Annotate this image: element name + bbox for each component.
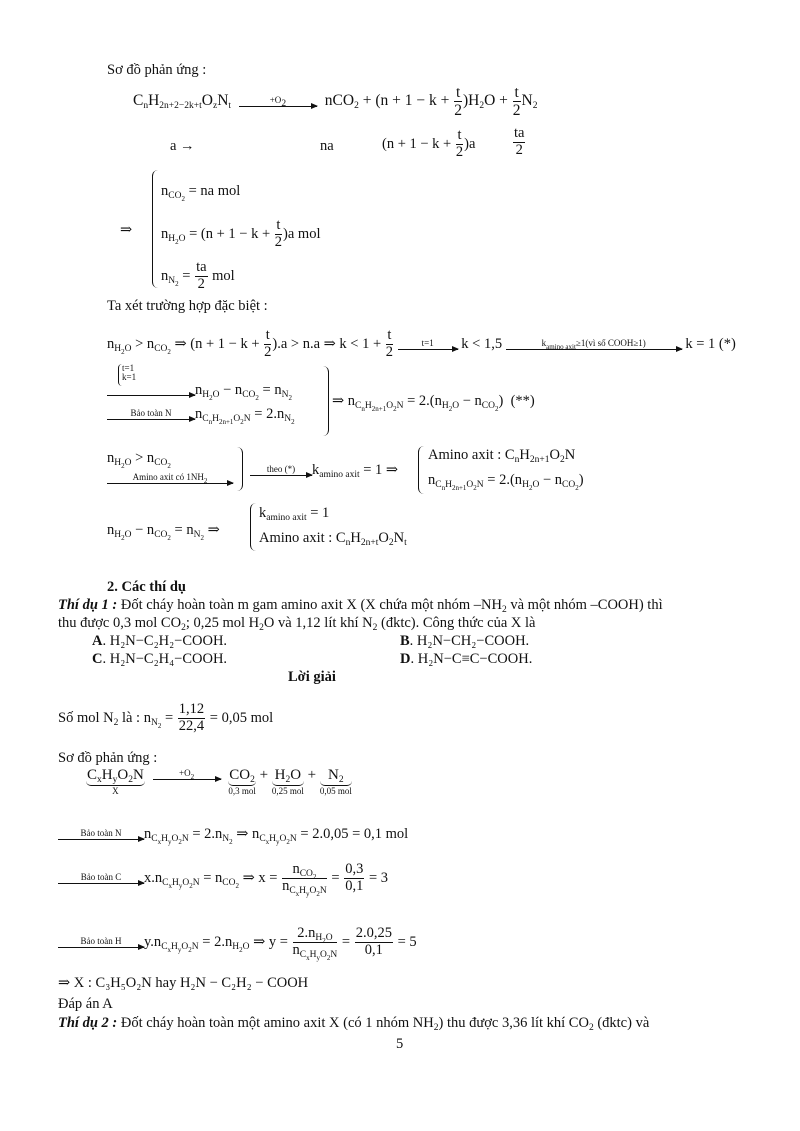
amount-n2: $\frac{ta}{2}$ [514,125,525,158]
ex1-line2: thu được 0,3 mol $CO_2$; 0,25 mol $H_2O$ và 1,12 lít khí $N_2$ (đktc). Công thức của X là [58,615,536,633]
amount-a: a → [170,138,195,154]
system-line-h2o: $n_{H_2O} = (n + 1 - k$ + $\frac{t}{2}$ )a mol [161,217,321,250]
implies-arrow: ⇒ [120,222,133,238]
intro-label: Sơ đồ phản ứng : [107,62,207,78]
amount-na: na [320,138,334,154]
page-number: 5 [396,1036,404,1052]
system-brace-3 [250,503,257,551]
sol-bao-toan-c: Bảo toàn C $x.n_{C_xH_yO_2N} = n_{CO_2}$ ⇒ x = $\frac{n_{CO_2}}{n_{C_xH_yO_2N}}$ = $\frac{0,3}{0,1}$ = 3 [58,862,388,895]
line-n2-equality: $n_{H_2O} - n_{CO_2} = n_{N_2}$ [107,382,292,399]
line-bao-toan-n: Bảo toàn N $n_{C_nH_{2n+1}O_2N} = 2.n_{N_2}$ [107,406,295,423]
system-brace [152,170,159,288]
sol-answer: Đáp án A [58,996,113,1012]
option-a[interactable]: A. H₂N−C₂H₂−COOH. [92,633,228,649]
sol-bao-toan-h: Bảo toàn H $y.n_{C_xH_yO_2N} = 2.n_{H_2O}$ ⇒ y = $\frac{2.n_{H_2O}}{n_{C_xH_yO_2N}}$ = $\frac{2.0,25}{0,1}$ = 5 [58,926,417,959]
sol-mol-n2: Số mol $N_2$ là : $n_{N_2}$ = $\frac{1,12}{22,4}$ = 0,05 mol [58,701,274,734]
right-brace-1 [322,366,329,436]
ex2-line: Thí dụ 2 : Đốt cháy hoàn toàn một amino axit X (có 1 nhóm $NH_2$) thu được 3,36 lít khí $CO_2$ (đktc) và [58,1015,650,1033]
option-d[interactable]: D. H₂N−C≡C−COOH. [400,651,533,667]
amino-mol: $n_{C_nH_{2n+1}O_2N} = 2.(n_{H_2O} - n_{CO_2})$ [428,472,584,492]
o2-arrow: $+O_2$ [239,96,317,107]
sol-scheme-label: Sơ đồ phản ứng : [58,750,158,766]
sol-bao-toan-n: Bảo toàn N $n_{C_xH_yO_2N} = 2.n_{N_2}$ ⇒ $n_{C_xH_yO_2N} = 2.0,05 = 0,1$ mol [58,826,408,843]
theo-result: theo (*) $k_{amino axit} = 1$ ⇒ [250,462,398,479]
system-line-n2: $n_{N_2}$ = $\frac{ta}{2}$ mol [161,259,235,292]
double-star-eq: ⇒ $n_{C_nH_{2n+1}O_2N} = 2.(n_{H_2O} - n_{CO_2})$ (**) [332,393,535,413]
amino-general: Amino axit : $C_nH_{2n+t}O_2N_t$ [259,530,407,548]
sol-final: ⇒ X : C₃H₅O₂N hay H₂N − C₂H₂ − COOH [58,975,309,991]
system-brace-2 [418,446,425,494]
k-amino-1: $k_{amino axit} = 1$ [259,505,330,523]
option-b[interactable]: B. H₂N−CH₂−COOH. [400,633,530,649]
ex1-line1: Thí dụ 1 : Đốt cháy hoàn toàn m gam amino axit X (X chứa một nhóm $-NH_2$ và một nhóm –COOH) thì [58,597,663,615]
sol-scheme: $C_xH_yO_2N$ X $+O_2$ $CO_2$ 0,3 mol + $H_2O$ 0,25 mol + $N_2$ 0,05 mol [87,767,352,797]
t1-k1-cond: t=1 k=1 [122,363,137,383]
option-c[interactable]: C. H₂N−C₂H₄−COOH. [92,651,228,667]
amount-h2o: (n + 1 − k + $\frac{t}{2}$ )a [382,127,476,160]
right-brace-2 [236,447,243,491]
amino-1nh2: Amino axit có $1NH_2$ [107,470,233,487]
section-title: 2. Các thí dụ [107,579,186,595]
h2o-gt-co2: $n_{H_2O} > n_{CO_2}$ [107,450,171,470]
reaction-scheme: $C_nH_{2n+2-2k+t}O_zN_t$ $+O_2$ nCO$_2$ + (n + 1 − k + $\frac{t}{2}$ )$H_2O$ + $\frac{t}{2}$ $N_2$ [133,84,538,120]
loi-giai-heading: Lời giải [288,669,336,685]
system-line-co2: $n_{CO_2}$ = na mol [161,183,241,203]
n2-case: $n_{H_2O} - n_{CO_2} = n_{N_2}$ ⇒ [107,522,220,542]
special-case-label: Ta xét trường hợp đặc biệt : [107,298,268,314]
inequality-line: $n_{H_2O} > n_{CO_2}$ ⇒ (n + 1 − k + $\frac{t}{2}$ ).a > n.a ⇒ k < 1 + $\frac{t}{2}$ t=1 k < 1,5 $k_{amino axit}\ge 1(vì$ số COOH≥1) k = 1 (*) [107,327,736,360]
amino-axit-formula: Amino axit : $C_nH_{2n+1}O_2N$ [428,447,576,465]
